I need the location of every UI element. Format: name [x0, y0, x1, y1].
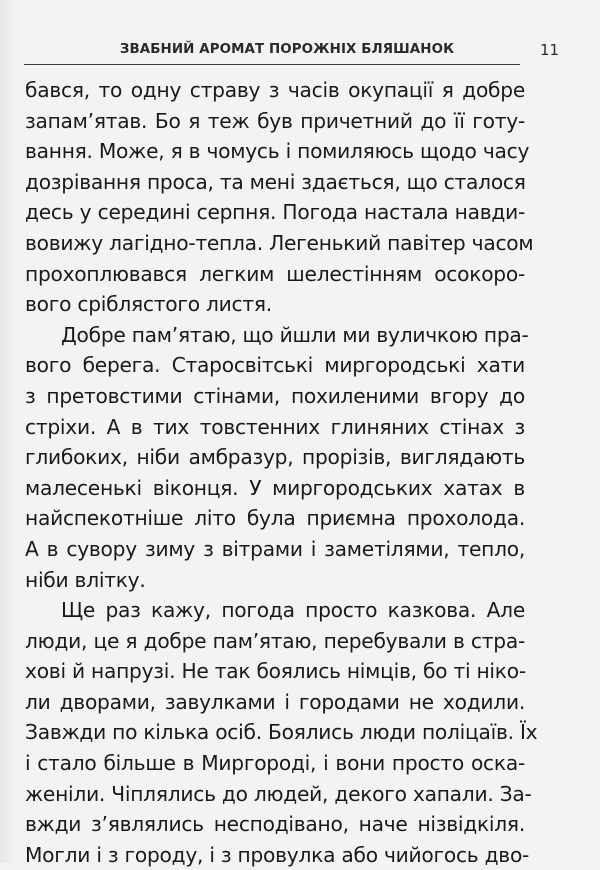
- text-line: А в сувору зиму з вітрами і заметілями, тепло,: [25, 536, 525, 561]
- text-line: женіли. Чіплялись до людей, декого хапали. За-: [25, 781, 532, 806]
- text-line: вовижу лагідно-тепла. Легенький павітер часом: [25, 230, 534, 255]
- running-title: ЗВАБНИЙ АРОМАТ ПОРОЖНІХ БЛЯШАНОК: [119, 42, 455, 57]
- text-line: з претовстими стінами, похиленими вгору до: [25, 383, 525, 408]
- text-line: глибоких, ніби амбразур, прорізів, виглядають: [25, 445, 525, 470]
- text-line: люди, це я добре пам’ятаю, перебували в стра-: [25, 628, 525, 653]
- text-line: хові й напрузі. Не так боялись німців, бо ті ніко-: [25, 659, 526, 684]
- text-line: дозрівання проса, та мені здається, що сталося: [25, 169, 526, 194]
- text-line: прохоплювався легким шелестінням осокоро-: [25, 261, 525, 286]
- text-line: Могли і з городу, і з провулка або чийогось дво-: [25, 842, 530, 867]
- text-line: вання. Може, я в чомусь і помиляюсь щодо часу: [25, 139, 530, 164]
- text-line: Завжди по кілька осіб. Боялись люди поліцаїв. Їх: [25, 720, 538, 745]
- page-number: 11: [540, 41, 560, 59]
- text-line: і стало більше в Миргороді, і вони просто оска-: [25, 751, 525, 776]
- text-line: ли дворами, завулками і городами не ходили.: [25, 689, 525, 714]
- paragraph-start-line: Ще раз кажу, погода просто казкова. Але: [61, 598, 525, 623]
- running-header: [24, 40, 520, 65]
- paragraph-start-line: Добре пам’ятаю, що йшли ми вуличкою пра-: [61, 322, 529, 347]
- text-line: вого берега. Старосвітські миргородські хати: [25, 353, 525, 378]
- text-line: десь у середині серпня. Погода настала навди-: [25, 200, 525, 225]
- text-line: бався, то одну страву з часів окупації я добре: [25, 78, 525, 102]
- text-line: вжди з’являлись несподівано, наче нізвідкіля.: [25, 812, 525, 837]
- body-text: [25, 75, 538, 870]
- paragraph-end-line: вого сріблястого листя.: [25, 292, 272, 317]
- text-line: найспекотніше літо була приємна прохолода.: [25, 506, 525, 531]
- text-line: стріхи. А в тих товстенних глиняних стінах з: [25, 414, 525, 439]
- text-line: малесенькі віконця. У миргородських хатах в: [25, 475, 525, 500]
- paragraph-end-line: ніби влітку.: [25, 567, 146, 592]
- text-line: запам’ятав. Бо я теж був причетний до її готу-: [25, 108, 525, 133]
